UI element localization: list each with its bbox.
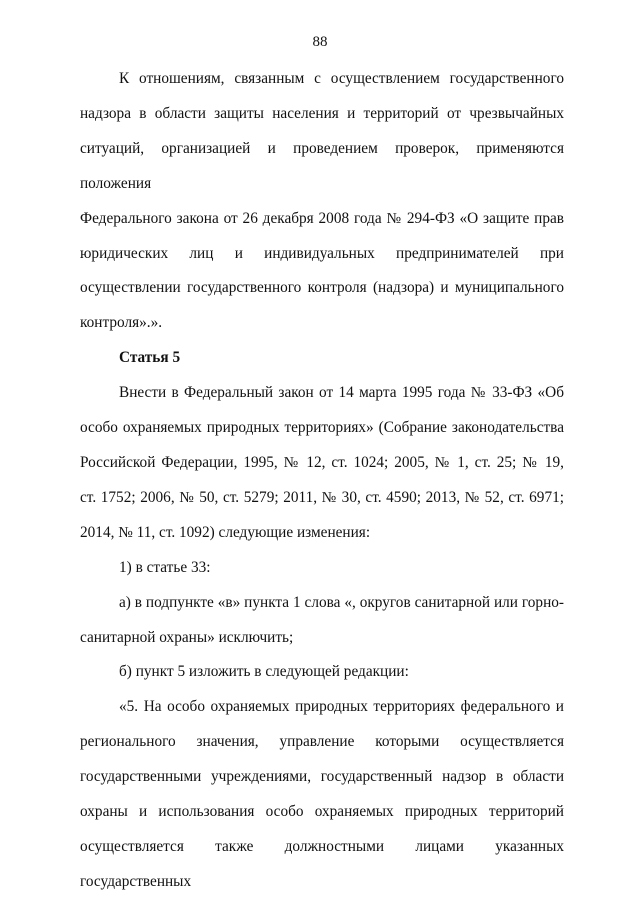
paragraph-line: Федерального закона от 26 декабря 2008 года № 294-ФЗ «О защите прав <box>80 209 564 227</box>
paragraph-line: ст. 1752; 2006, № 50, ст. 5279; 2011, № 30, ст. 4590; 2013, № 52, ст. 6971; <box>80 488 564 506</box>
list-item: 1) в статье 33: <box>119 558 211 576</box>
paragraph-line: осуществлении государственного контроля (надзора) и муниципального <box>80 279 564 297</box>
document-body <box>80 62 564 900</box>
paragraph-line: 2014, № 11, ст. 1092) следующие изменения: <box>80 523 371 541</box>
paragraph-line: Российской Федерации, 1995, № 12, ст. 1024; 2005, № 1, ст. 25; № 19, <box>80 453 564 471</box>
paragraph-line: охраны и использования особо охраняемых природных территорий <box>80 803 564 821</box>
paragraph-line: юридических лиц и индивидуальных предпринимателей при <box>80 244 564 262</box>
paragraph-line: санитарной охраны» исключить; <box>80 628 294 646</box>
paragraph-line: надзора в области защиты населения и территорий от чрезвычайных <box>80 104 564 122</box>
paragraph-line: контроля».». <box>80 314 163 332</box>
paragraph-line: особо охраняемых природных территориях» (Собрание законодательства <box>80 419 564 437</box>
paragraph-line: «5. На особо охраняемых природных территориях федерального и <box>119 698 564 716</box>
page-number: 88 <box>312 34 328 50</box>
paragraph-line: К отношениям, связанным с осуществлением государственного <box>119 70 564 87</box>
paragraph-line: а) в подпункте «в» пункта 1 слова «, округов санитарной или горно- <box>119 593 564 611</box>
article-heading: Статья 5 <box>119 349 181 367</box>
paragraph-line: государственными учреждениями, государственный надзор в области <box>80 768 564 786</box>
paragraph-line: Внести в Федеральный закон от 14 марта 1995 года № 33-ФЗ «Об <box>119 384 564 402</box>
paragraph-line: ситуаций, организацией и проведением проверок, применяются положения <box>80 139 564 192</box>
list-item: б) пункт 5 изложить в следующей редакции: <box>119 663 409 681</box>
paragraph-line: осуществляется также должностными лицами указанных государственных <box>80 837 564 890</box>
paragraph-line: регионального значения, управление которыми осуществляется <box>80 733 564 751</box>
